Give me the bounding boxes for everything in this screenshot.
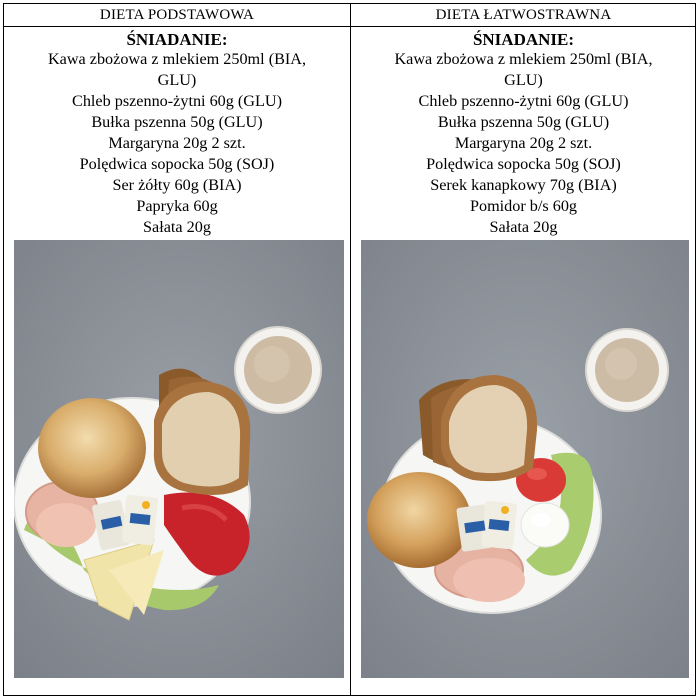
menu-item: Sałata 20g xyxy=(489,218,558,236)
menu-item: Pomidor b/s 60g xyxy=(469,197,578,215)
menu-item: Polędwica sopocka 50g (SOJ) xyxy=(79,155,275,173)
menu-list xyxy=(4,49,350,238)
menu-item: Kawa zbożowa z mlekiem 250ml (BIA, xyxy=(47,50,307,68)
cream-cheese xyxy=(521,503,569,547)
column-header: DIETA ŁATWOSTRAWNA xyxy=(435,7,612,23)
meal-photo-illustration xyxy=(14,240,344,678)
menu-item: Bułka pszenna 50g (GLU) xyxy=(437,113,610,131)
menu-item: Chleb pszenno-żytni 60g (GLU) xyxy=(418,92,629,110)
coffee-cup xyxy=(235,327,321,413)
menu-item: GLU) xyxy=(157,71,197,89)
meal-photo-illustration xyxy=(361,240,689,678)
diet-table xyxy=(3,3,696,696)
meal-title: ŚNIADANIE: xyxy=(126,30,228,49)
column-header: DIETA PODSTAWOWA xyxy=(99,7,255,23)
bread-roll xyxy=(367,472,471,568)
menu-item: Margaryna 20g 2 szt. xyxy=(454,134,593,152)
bread-roll xyxy=(38,398,146,498)
menu-item: Margaryna 20g 2 szt. xyxy=(108,134,246,152)
menu-list xyxy=(351,49,696,238)
meal-photo xyxy=(361,240,689,678)
coffee-cup xyxy=(586,329,668,411)
meal-photo xyxy=(14,240,344,678)
menu-item: Papryka 60g xyxy=(136,197,218,215)
menu-item: Polędwica sopocka 50g (SOJ) xyxy=(426,155,621,173)
menu-item: Sałata 20g xyxy=(143,218,211,236)
margarine-packets xyxy=(456,500,517,551)
menu-item: Serek kanapkowy 70g (BIA) xyxy=(430,176,617,194)
column-easy-diet xyxy=(351,4,696,695)
meal-title: ŚNIADANIE: xyxy=(472,30,575,49)
menu-item: Bułka pszenna 50g (GLU) xyxy=(91,113,263,131)
menu-item: Chleb pszenno-żytni 60g (GLU) xyxy=(72,92,282,110)
menu-item: Kawa zbożowa z mlekiem 250ml (BIA, xyxy=(394,50,653,68)
menu-item: Ser żółty 60g (BIA) xyxy=(112,176,242,194)
column-basic-diet xyxy=(4,4,350,695)
menu-item: GLU) xyxy=(504,71,543,89)
